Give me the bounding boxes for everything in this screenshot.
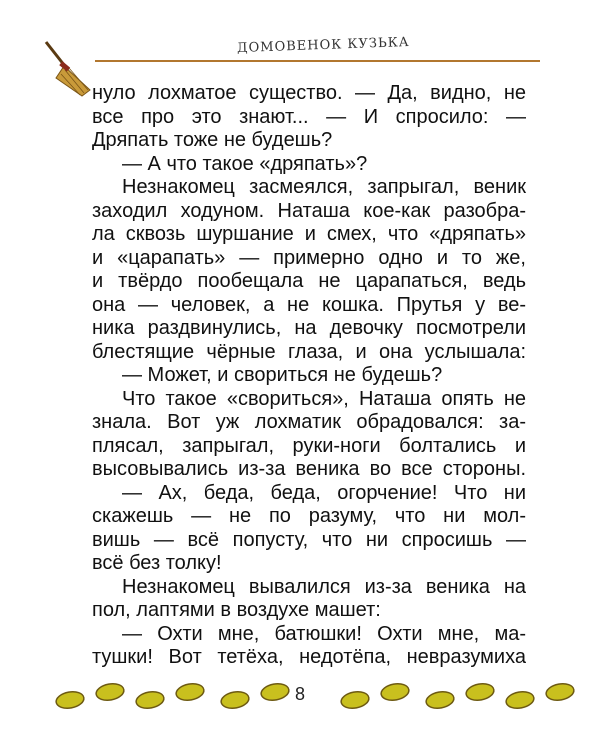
text-line: — А что такое «дряпать»?	[122, 152, 368, 175]
text-line: — Охти мне, батюшки! Охти мне, ма-	[122, 622, 526, 645]
text-line: — Может, и свориться не будешь?	[122, 364, 443, 386]
text-line: пол, лаптями в воздухе машет:	[92, 599, 381, 621]
text-line: всё без толку!	[92, 552, 222, 574]
broom-icon	[38, 40, 98, 100]
text-line: Незнакомец вывалился из-за веника на	[122, 575, 526, 598]
header-title: ДОМОВЕНОК КУЗЬКА	[237, 34, 411, 57]
text-line: вишь — всё попусту, что ни спросишь —	[92, 528, 526, 551]
body-text	[92, 82, 526, 670]
text-line: тушки! Вот тетёха, недотёпа, невразумиха	[92, 646, 526, 668]
running-header	[95, 34, 540, 64]
text-line: высовывались из-за веника во все стороны.	[92, 458, 526, 480]
text-line: Что такое «свориться», Наташа опять не	[122, 387, 526, 410]
text-line: — Ах, беда, беда, огорчение! Что ни	[122, 481, 526, 504]
text-line: она — человек, а не кошка. Прутья у ве-	[92, 293, 526, 316]
text-line: и «царапать» — примерно одно и то же,	[92, 246, 526, 269]
text-line: Дряпать тоже не будешь?	[92, 129, 333, 151]
header-rule	[95, 60, 540, 62]
text-line: ла сквозь шуршание и смех, что «дряпать»	[92, 223, 526, 245]
text-line: и твёрдо пообещала не царапаться, ведь	[92, 270, 526, 292]
text-line: Незнакомец засмеялся, запрыгал, веник	[122, 176, 526, 198]
text-line: заходил ходуном. Наташа кое-как разобра-	[92, 199, 526, 222]
text-line: все про это знают... — И спросило: —	[92, 105, 526, 128]
text-line: знала. Вот уж лохматик обрадовался: за-	[92, 411, 526, 433]
page-number: 8	[294, 684, 305, 704]
text-line: скажешь — не по разуму, что ни мол-	[92, 505, 526, 527]
text-line: ника раздвинулись, на девочку посмотрели	[92, 317, 526, 339]
text-line: блестящие чёрные глаза, и она услышала:	[92, 340, 526, 363]
text-line: нуло лохматое существо. — Да, видно, не	[92, 82, 526, 104]
text-line: плясал, запрыгал, руки-ноги болтались и	[92, 434, 526, 457]
